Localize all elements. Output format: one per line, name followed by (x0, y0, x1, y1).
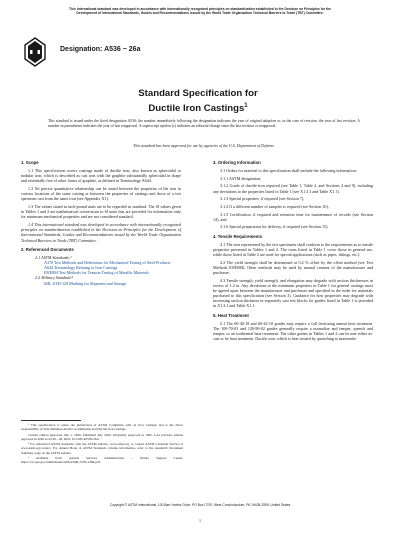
paragraph-1-2: 1.2 No precise quantitative relationship can be stated between the properties of the iron in various locations of the same casting or between the properties of castings and those of a test specimen cast from the same iron (see Appendix X1). (21, 186, 181, 202)
copyright-footer: Copyright © ASTM International, 100 Barr Harbor Drive, PO Box C700, West Conshohocken, PA 19428-2959. United States (109, 503, 291, 507)
paragraph-3-1-6: 3.1.6 Special preparation for delivery, if required (see Section 15). (220, 224, 329, 230)
paragraph-1-1: 1.1 This specification covers castings made of ductile iron, also known as spheroidal or nodular iron, which is described as cast iron with the graphite substantially spheroidal in shape and essentially free of other forms of graphite, as defined in Terminology A644. (21, 168, 181, 184)
footnote-1: ¹ This specification is under the jurisdiction of ASTM Committee A04 on Iron Castings and is the direct responsibility of Subcommittee A04.02 on Malleable and Ductile Iron Castings. (21, 423, 183, 432)
paragraph-3-1-4: 3.1.4 If a different number of samples is required (see Section 10), (220, 203, 329, 209)
dod-endorsement: This standard has been approved for use by agencies of the U.S. Department of Defense. (133, 143, 275, 148)
right-column (213, 160, 373, 344)
paragraph-4-1: 4.1 The iron represented by the test specimens shall conform to the requirements as to tensile properties presented in Tables 1 and 2. The irons listed in Table 1 cover those in general use, while those listed in Table 2 are used for special applications (such as pipes, fittings, etc.). (213, 241, 373, 258)
section-heading-referenced-documents: 2. Referenced Documents (21, 246, 74, 252)
reference-subheading-military: 2.2 Military Standard:³ (35, 275, 74, 281)
footnote-3: ³ Available from General Services Administration – Vendor Support Center, https://vsc.gsa.gov/administration/files/MIL-STD-129R.pdf. (21, 455, 183, 465)
reference-a370[interactable]: A370 Test Methods and Definitions for Mechanical Testing of Steel Products (44, 260, 171, 265)
title-footnote-mark: 1 (244, 103, 248, 109)
section-heading-heat-treatment: 5. Heat Treatment (213, 312, 249, 318)
astm-logo-icon (24, 37, 46, 67)
designation: Designation: A536 − 26a (60, 46, 141, 53)
page-number: 1 (199, 518, 201, 523)
paragraph-3-1-5: 3.1.5 Certification, if required and retention time for maintenance of records (see Section 14), and (213, 211, 373, 222)
footnote-rule (21, 420, 81, 421)
section-heading-tensile-requirements: 4. Tensile Requirements (213, 233, 263, 239)
section-heading-ordering-information: 3. Ordering Information (213, 160, 261, 165)
footnote-2: ² For referenced ASTM standards, visit the ASTM website, www.astm.org, or contact ASTM Customer Service at www.astm.org/contact. For Annual Book of ASTM Standards volume information, refer to the standard's Document Summary page on the ASTM website. (21, 442, 183, 455)
section-heading-scope: 1. Scope (21, 160, 39, 165)
paragraph-5-1: 5.1 The 60-40-18 and 60-42-10 grades may require a full ferritizing anneal heat treatment. The 100-70-03 and 120-90-02 grades generally require a normalize and temper, quench and temper, or an isothermal heat treatment. The other grades in Tables 1 and 2 can be met either as-cast or by heat treatment. Ductile iron, which is heat treated by quenching to martensite (213, 320, 373, 342)
paragraph-3-1: 3.1 Orders for material to this specification shall include the following information: (220, 168, 357, 174)
international-standard-notice: This international standard was developed in accordance with internationally recognized principles on standardization established in the Decision on Principles for the Development of International Standards, Guides and Recommendations issued by the World Trade Organization Technical Barriers to Trade (TBT) Committee. (69, 7, 331, 16)
standard-designation-note: This standard is issued under the fixed designation A536; the number immediately following the designation indicates the year of original adoption or, in the case of revision, the year of last revision. A number in parentheses indicates the year of last reapproval. A superscript epsilon (ε) indicates an editorial change since the last revision or reapproval. (48, 119, 360, 128)
paragraph-3-1-3: 3.1.3 Special properties, if required (see Section 7), (220, 196, 305, 202)
reference-mil-std-129[interactable]: MIL-STD-129 Marking for Shipment and Storage (44, 280, 127, 286)
left-column (21, 160, 181, 286)
paragraph-1-4: 1.4 This international standard was developed in accordance with internationally recognized principles on standardization established in the Decision on Principles for the Development of International Standards, Guides and Recommendations issued by the World Trade Organization Technical Barriers to Trade (TBT) Committee. (21, 222, 181, 243)
reference-a644[interactable]: A644 Terminology Relating to Iron Castings (44, 265, 118, 271)
footnotes (21, 423, 183, 466)
title-text-line: Ductile Iron Castings (148, 103, 245, 115)
reference-subheading-astm: 2.1 ASTM Standards:² (35, 254, 72, 260)
paragraph-3-1-2: 3.1.2 Grade of ductile iron required (see Table 1, Table 2, and Sections 4 and 9), including any deviations to the properties listed in Table 1 (see X1.3.1 and Table X1.1). (213, 183, 373, 194)
footnote-1-edition: Current edition approved July 1, 2026. Published July 2026. Originally approved in 1965. Last previous edition approved in 2026 as A536 – 26. DOI: 10.1520/A0536-26A. (21, 432, 183, 441)
reference-e8[interactable]: E8/E8M Test Methods for Tension Testing of Metallic Materials (44, 270, 150, 276)
paragraph-1-3: 1.3 The values stated in inch-pound units are to be regarded as standard. The SI values given in Tables 1 and 2 are mathematical conversions to SI units that are provided for information only for minimum mechanical properties and are not considered standard. (21, 204, 181, 220)
paragraph-3-1-1: 3.1.1 ASTM designation, (220, 175, 262, 181)
paragraph-4-2: 4.2 The yield strength shall be determined at 0.2 % offset by the offset method (see Test Methods E8/E8M). Other methods may be used by mutual consent of the manufacturer and purchaser. (213, 259, 373, 275)
paragraph-4-3: 4.3 Tensile strength, yield strength, and elongation may degrade with section thicknesses in excess of 1.2 in. Any deviations to the minimum properties in Table 1 for general castings must be agreed upon between the manufacturer and purchaser and specified in the order for materials purchased to this specification (see Section 3). Guidance for how properties may degrade with increasing section thickness in separately cast test blocks for grades listed in Table 1 is provided in X1.3.1 and Table X1.1. (213, 277, 373, 309)
document-title: Standard Specification for Ductile Iron Castings$^1$ (138, 88, 258, 115)
